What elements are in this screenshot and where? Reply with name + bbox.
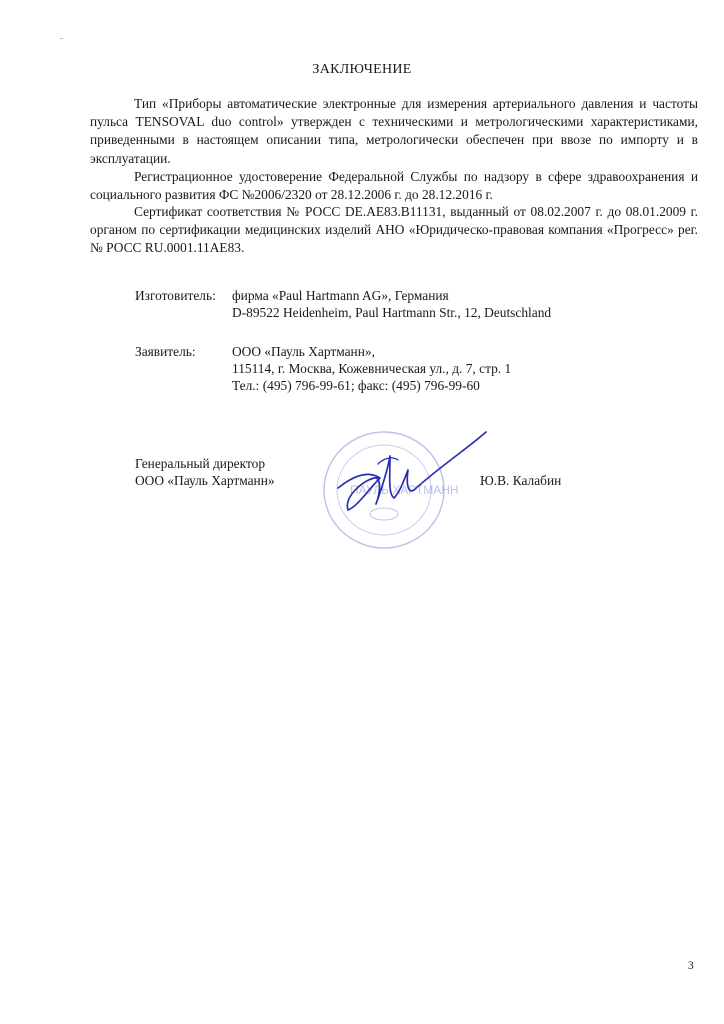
applicant-line-1: ООО «Пауль Хартманн»,: [232, 344, 375, 359]
paragraph-type-approval: [90, 95, 698, 168]
paragraph-registration: [90, 168, 698, 204]
manufacturer-line-2: D-89522 Heidenheim, Paul Hartmann Str., 12, Deutschland: [232, 305, 552, 320]
applicant-label: Заявитель:: [135, 344, 196, 359]
stamp-text: ПАУЛЬ ХАРТМАНН: [350, 483, 459, 497]
stamp-logo: [370, 508, 398, 520]
manufacturer-line-1: фирма «Paul Hartmann AG», Германия: [232, 288, 449, 303]
page-number: 3: [688, 960, 694, 972]
paragraph-certificate: [90, 203, 698, 258]
applicant-line-2: 115114, г. Москва, Кожевническая ул., д. 7, стр. 1: [232, 361, 512, 376]
scan-speck: [60, 38, 63, 39]
paragraph-text: Сертификат соответствия № РОСС DE.AE83.B11131, выданный от 08.02.2007 г. до 08.01.2009 г. органом по сертификации медицинских изделий АНО «Юридическо-правовая компания «Прогресс» рег.№ РОСС RU.0001.11AE83.: [90, 204, 698, 256]
applicant-line-3: Тел.: (495) 796-99-61; факс: (495) 796-99-60: [232, 378, 480, 393]
signatory-name: Ю.В. Калабин: [480, 473, 562, 488]
manufacturer-label: Изготовитель:: [135, 288, 216, 303]
signatory-position-line-2: ООО «Пауль Хартманн»: [135, 473, 275, 488]
signatory-position-line-1: Генеральный директор: [135, 456, 266, 471]
paragraph-text: Регистрационное удостоверение Федеральной Службы по надзору в сфере здравоохранения и социального развития ФС №2006/2320 от 28.12.2006 г. до 28.12.2016 г.: [90, 169, 698, 203]
signature-icon: [338, 432, 486, 510]
document-title: ЗАКЛЮЧЕНИЕ: [312, 62, 412, 77]
paragraph-text: Тип «Приборы автоматические электронные для измерения артериального давления и частоты пульса TENSOVAL duo control» утвержден с техническими и метрологическими характеристиками, приведенными в настоящем описании типа, метрологически обеспечен при ввозе по импорту и в эксплуатации.: [90, 96, 698, 166]
